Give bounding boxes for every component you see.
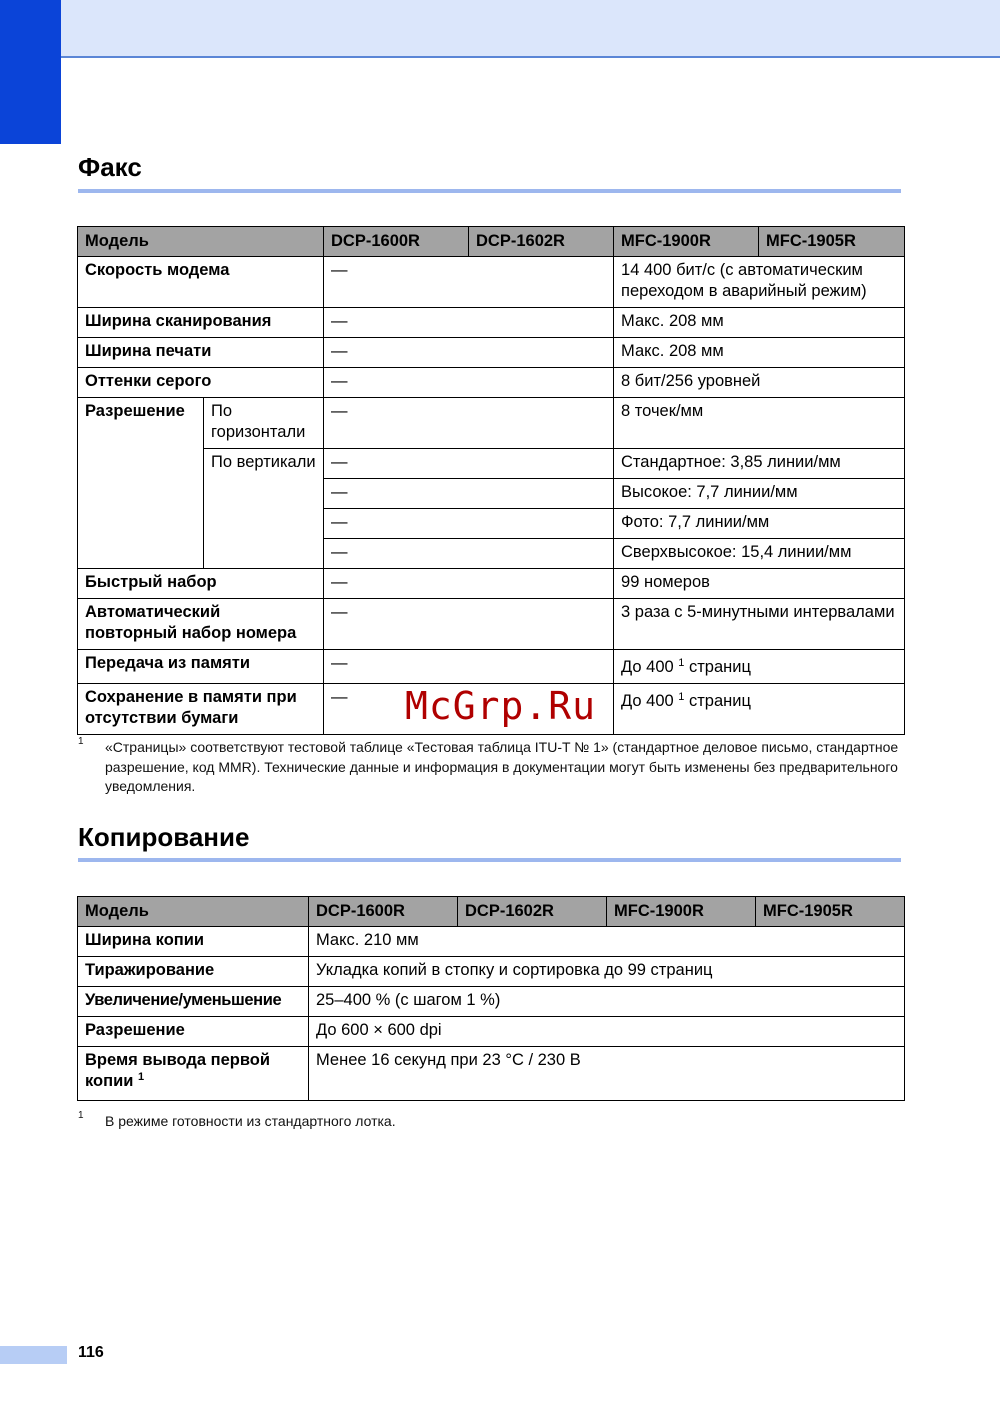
footnote-mark: 1 — [78, 1110, 84, 1121]
dcp-value: — — [324, 539, 614, 569]
mfc-value: 8 бит/256 уровней — [614, 368, 905, 398]
dcp-value: — — [324, 257, 614, 308]
row-label: Увеличение/уменьшение — [78, 987, 309, 1017]
mfc-value: Макс. 208 мм — [614, 308, 905, 338]
footnote-mark: 1 — [78, 736, 84, 747]
model-mfc-1900r: MFC-1900R — [607, 897, 756, 927]
mfc-value — [614, 684, 905, 735]
mfc-value: Высокое: 7,7 линии/мм — [614, 479, 905, 509]
footnote-ref: 1 — [678, 691, 685, 703]
dcp-value: — — [324, 650, 614, 684]
dcp-value: — — [324, 308, 614, 338]
sub-label-horizontal: По горизонтали — [204, 398, 324, 449]
table-row — [78, 650, 905, 684]
mfc-value: Макс. 208 мм — [614, 338, 905, 368]
table-row — [78, 1047, 905, 1101]
table-row — [78, 987, 905, 1017]
row-value: Менее 16 секунд при 23 °C / 230 В — [309, 1047, 905, 1101]
row-label: Ширина печати — [78, 338, 324, 368]
value-text: До 400 — [621, 692, 674, 710]
row-value: Укладка копий в стопку и сортировка до 99 страниц — [309, 957, 905, 987]
row-value: До 600 × 600 dpi — [309, 1017, 905, 1047]
page-number: 116 — [78, 1344, 104, 1361]
fax-table-header-row — [78, 227, 905, 257]
value-text: До 400 — [621, 658, 674, 676]
footnote-text: В режиме готовности из стандартного лотка. — [105, 1113, 396, 1129]
table-row — [78, 368, 905, 398]
mfc-value: 99 номеров — [614, 569, 905, 599]
table-row — [78, 569, 905, 599]
table-row — [78, 927, 905, 957]
value-suffix: страниц — [688, 692, 751, 710]
dcp-value: — — [324, 509, 614, 539]
table-row — [78, 308, 905, 338]
dcp-value: — — [324, 684, 614, 735]
model-mfc-1905r: MFC-1905R — [756, 897, 905, 927]
mfc-value: 8 точек/мм — [614, 398, 905, 449]
model-header: Модель — [78, 227, 324, 257]
dcp-value: — — [324, 368, 614, 398]
model-dcp-1600r: DCP-1600R — [324, 227, 469, 257]
row-label: Ширина копии — [78, 927, 309, 957]
row-label: Передача из памяти — [78, 650, 324, 684]
dcp-value: — — [324, 338, 614, 368]
copy-table-header-row — [78, 897, 905, 927]
page-number-strip — [0, 1346, 67, 1364]
row-label: Скорость модема — [78, 257, 324, 308]
fax-section-title: Факс — [78, 152, 142, 182]
footnote-text: «Страницы» соответствуют тестовой таблице «Тестовая таблица ITU-T № 1» (стандартное деловое письмо, стандартное разрешение, код MMR). Технические данные и информация в документации могут быть изменены без предварительного уведомления. — [105, 739, 899, 794]
table-row — [78, 338, 905, 368]
model-header: Модель — [78, 897, 309, 927]
fax-spec-table — [77, 226, 905, 735]
model-mfc-1905r: MFC-1905R — [759, 227, 905, 257]
row-label: Сохранение в памяти при отсутствии бумаги — [78, 684, 324, 735]
mfc-value: 3 раза с 5-минутными интервалами — [614, 599, 905, 650]
model-dcp-1600r: DCP-1600R — [309, 897, 458, 927]
fax-title-rule — [78, 189, 901, 193]
row-value: 25–400 % (с шагом 1 %) — [309, 987, 905, 1017]
model-dcp-1602r: DCP-1602R — [458, 897, 607, 927]
table-row — [78, 257, 905, 308]
model-mfc-1900r: MFC-1900R — [614, 227, 759, 257]
row-label: Разрешение — [78, 1017, 309, 1047]
footnote-ref: 1 — [678, 657, 685, 669]
chapter-tab — [0, 0, 61, 144]
row-label: Быстрый набор — [78, 569, 324, 599]
sub-label-vertical: По вертикали — [204, 449, 324, 569]
model-dcp-1602r: DCP-1602R — [469, 227, 614, 257]
table-row — [78, 1017, 905, 1047]
footnote-ref: 1 — [137, 1071, 145, 1083]
row-value: Макс. 210 мм — [309, 927, 905, 957]
row-label: Оттенки серого — [78, 368, 324, 398]
dcp-value: — — [324, 599, 614, 650]
table-row — [78, 599, 905, 650]
dcp-value: — — [324, 569, 614, 599]
row-label: Тиражирование — [78, 957, 309, 987]
value-suffix: страниц — [688, 658, 751, 676]
row-label: Автоматический повторный набор номера — [78, 599, 324, 650]
mfc-value: Фото: 7,7 линии/мм — [614, 509, 905, 539]
table-row — [78, 957, 905, 987]
dcp-value: — — [324, 479, 614, 509]
copy-title-rule — [78, 858, 901, 862]
mfc-value: Сверхвысокое: 15,4 линии/мм — [614, 539, 905, 569]
header-band — [0, 0, 1000, 58]
mfc-value: Стандартное: 3,85 линии/мм — [614, 449, 905, 479]
watermark: McGrp.Ru — [405, 684, 597, 728]
row-label — [78, 1047, 309, 1101]
table-row — [78, 398, 905, 449]
dcp-value: — — [324, 449, 614, 479]
mfc-value — [614, 650, 905, 684]
copy-section-title: Копирование — [78, 822, 250, 852]
row-label: Разрешение — [78, 398, 204, 569]
dcp-value: — — [324, 398, 614, 449]
mfc-value: 14 400 бит/с (с автоматическим переходом в аварийный режим) — [614, 257, 905, 308]
row-label: Ширина сканирования — [78, 308, 324, 338]
copy-spec-table — [77, 896, 905, 1101]
label-text: Время вывода первой копии — [85, 1051, 270, 1090]
